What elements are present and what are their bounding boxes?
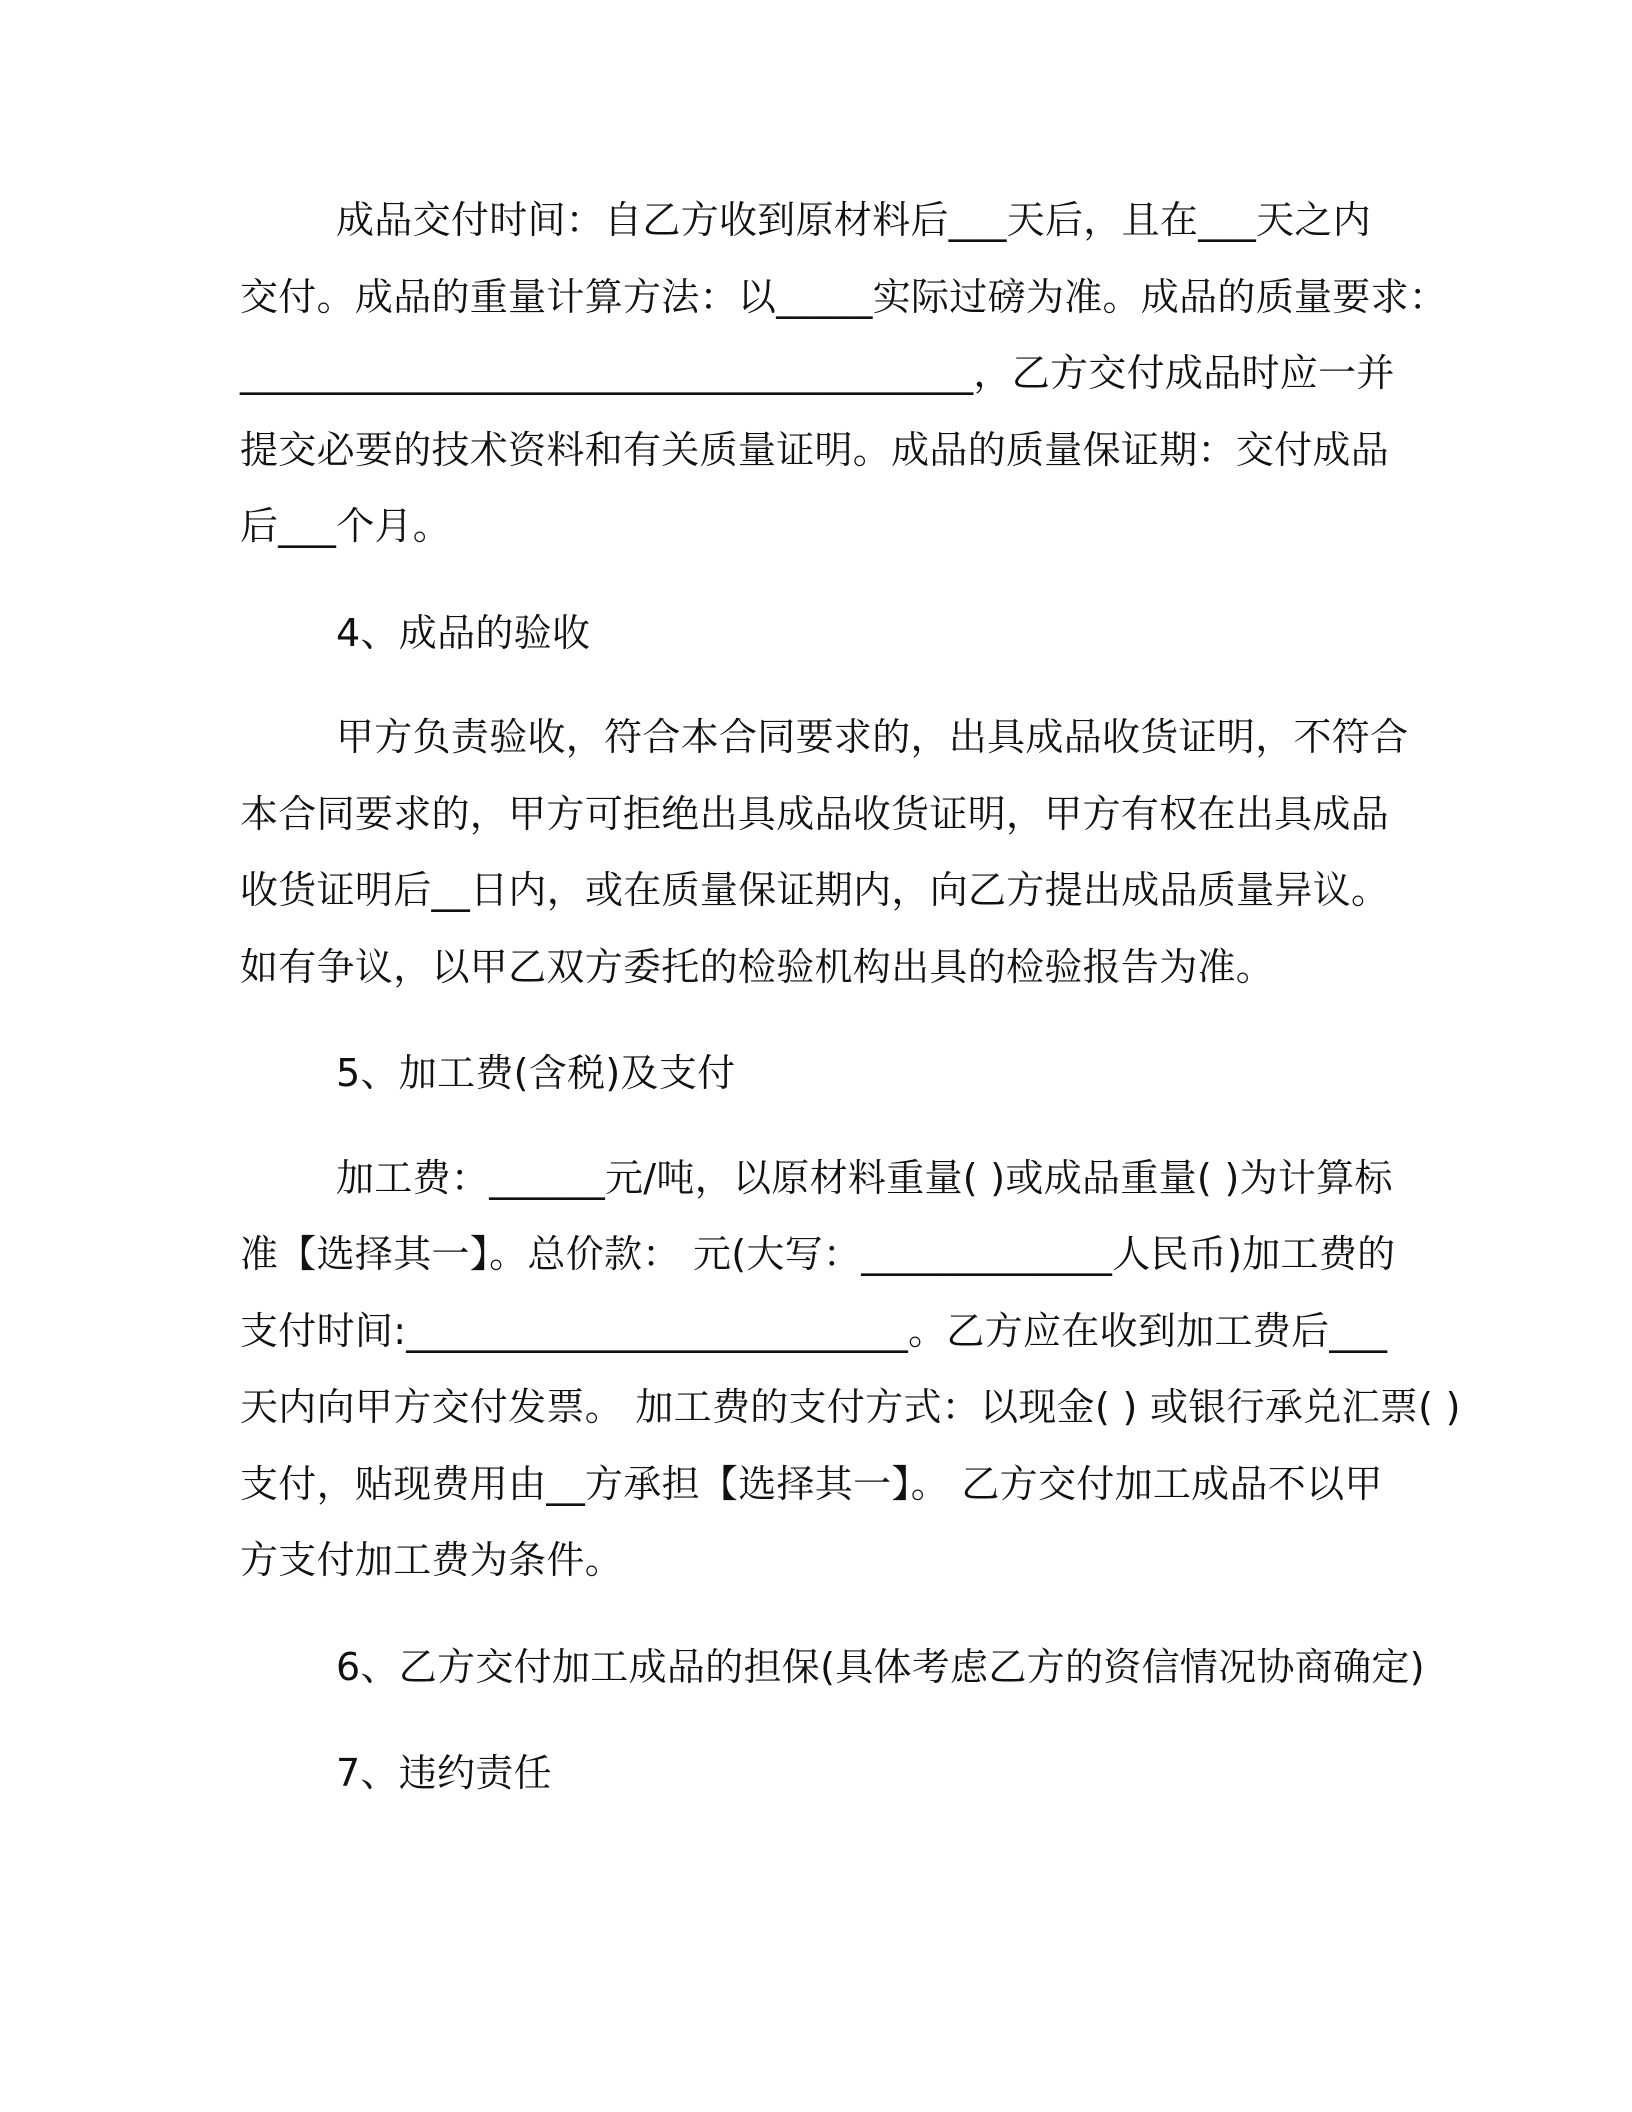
paragraph-line: 准【选择其一】。总价款： 元(大写：_____________人民币)加工费的 [240, 1232, 1396, 1276]
paragraph-line: 提交必要的技术资料和有关质量证明。成品的质量保证期：交付成品 [240, 427, 1390, 472]
section-heading: 4、成品的验收 [336, 610, 591, 655]
section-heading: 6、乙方交付加工成品的担保(具体考虑乙方的资信情况协商确定) [336, 1644, 1425, 1689]
paragraph-line: 天内向甲方交付发票。 加工费的支付方式：以现金( ) 或银行承兑汇票( ) [240, 1385, 1461, 1429]
section-5 [240, 1035, 1461, 1599]
section-3-tail [240, 182, 1448, 565]
document-body [240, 182, 1461, 1812]
paragraph-line: 交付。成品的重量计算方法：以_____实际过磅为准。成品的质量要求： [240, 274, 1448, 319]
section-heading: 7、违约责任 [336, 1751, 552, 1795]
paragraph-line: 后___个月。 [240, 504, 452, 548]
paragraph-line: 成品交付时间：自乙方收到原材料后___天后，且在___天之内 [336, 198, 1372, 242]
paragraph-line: 加工费：______元/吨，以原材料重量( )或成品重量( )为计算标 [336, 1155, 1393, 1200]
paragraph-line: ______________________________________，乙方交付成品时应一并 [240, 351, 1395, 395]
paragraph-line: 支付，贴现费用由__方承担【选择其一】。 乙方交付加工成品不以甲 [240, 1461, 1383, 1506]
paragraph-line: 方支付加工费为条件。 [240, 1538, 624, 1582]
paragraph-line: 支付时间:__________________________。乙方应在收到加工费后___ [240, 1308, 1388, 1353]
paragraph-line: 甲方负责验收，符合本合同要求的，出具成品收货证明，不符合 [336, 715, 1409, 759]
section-7 [240, 1735, 1440, 1812]
paragraph-line: 本合同要求的，甲方可拒绝出具成品收货证明，甲方有权在出具成品 [240, 791, 1390, 836]
section-heading: 5、加工费(含税)及支付 [336, 1051, 736, 1095]
section-6 [240, 1629, 1440, 1706]
section-4 [240, 595, 1440, 1006]
paragraph-line: 收货证明后__日内，或在质量保证期内，向乙方提出成品质量异议。 [240, 868, 1390, 912]
paragraph-line: 如有争议，以甲乙双方委托的检验机构出具的检验报告为准。 [240, 944, 1275, 989]
